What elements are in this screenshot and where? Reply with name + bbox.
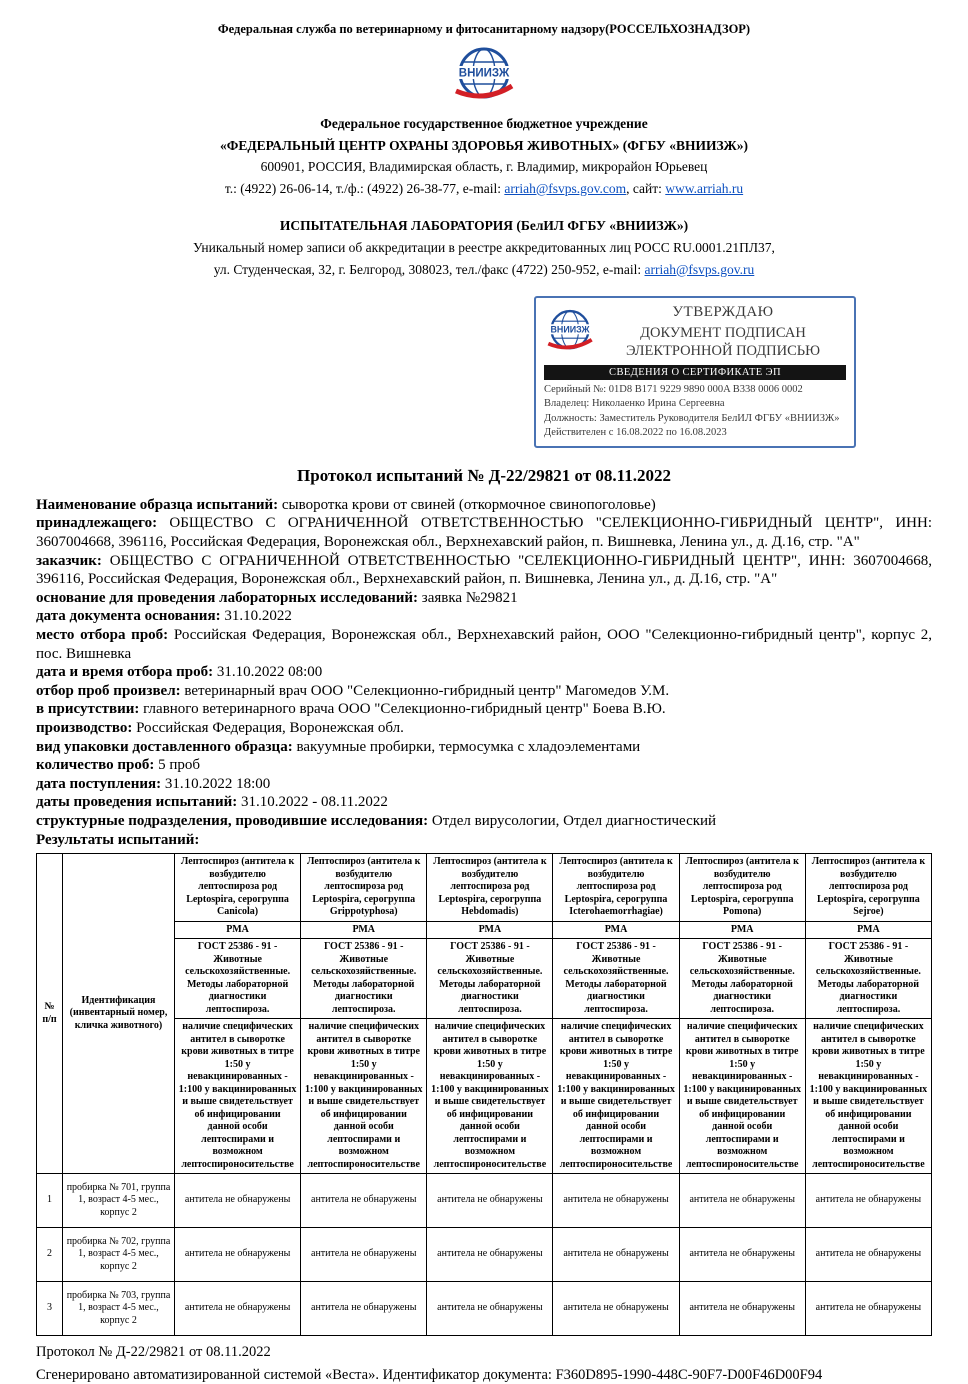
org-address: 600901, РОССИЯ, Владимирская область, г. Владимир, микрорайон Юрьевец [260, 159, 708, 175]
signature-stamp [534, 296, 856, 448]
result-cell: антитела не обнаружены [175, 1228, 301, 1282]
protocol-field: дата и время отбора проб: 31.10.2022 08:00 [36, 664, 323, 681]
result-cell: антитела не обнаружены [301, 1174, 427, 1228]
protocol-field: структурные подразделения, проводившие исследования: Отдел вирусологии, Отдел диагностический [36, 812, 717, 829]
row-number: 1 [37, 1174, 63, 1228]
protocol-field: Наименование образца испытаний: сыворотка крови от свиней (откормочное свинопоголовье) [36, 496, 656, 513]
field-label: место отбора проб: [36, 627, 169, 643]
stamp-vniizh-logo-icon [544, 308, 596, 356]
result-cell: антитела не обнаружены [427, 1228, 553, 1282]
field-label: производство: [36, 719, 133, 736]
field-label: отбор проб произвел: [36, 682, 181, 699]
protocol-field [36, 831, 932, 850]
lab-address [36, 259, 932, 281]
protocol-field: отбор проб произвел: ветеринарный врач ООО "Селекционно-гибридный центр" Магомедов У.М. [36, 682, 670, 699]
sample-id: пробирка № 703, группа 1, возраст 4-5 мес., корпус 2 [63, 1282, 175, 1336]
logo-row [36, 45, 932, 107]
protocol-field: вид упаковки доставленного образца: вакуумные пробирки, термосумка с хладоэлементами [36, 738, 641, 755]
col-header-test: Лептоспироз (антитела к возбудителю лептоспироза род Leptospira, серогруппа Canicola) [175, 854, 301, 922]
field-label: принадлежащего: [36, 515, 158, 532]
col-header-test: Лептоспироз (антитела к возбудителю лептоспироза род Leptospira, серогруппа Icterohaemorrhagiae) [553, 854, 679, 922]
gost-cell: ГОСТ 25386 - 91 - Животные сельскохозяйственные. Методы лабораторной диагностики лептоспироза. [553, 939, 679, 1019]
norm-cell: наличие специфических антител в сыворотке крови животных в титре 1:50 у невакцинированных - 1:100 у вакцинированных и выше свидетельствует об инфицировании данной особи лептоспирами и возможном лептоспироносительстве [427, 1019, 553, 1174]
norm-cell: наличие специфических антител в сыворотке крови животных в титре 1:50 у невакцинированных - 1:100 у вакцинированных и выше свидетельствует об инфицировании данной особи лептоспирами и возможном лептоспироносительстве [301, 1019, 427, 1174]
vniizh-logo-text: ВНИИЗЖ [458, 67, 510, 80]
org-type: Федеральное государственное бюджетное учреждение [320, 116, 648, 131]
gost-cell: ГОСТ 25386 - 91 - Животные сельскохозяйственные. Методы лабораторной диагностики лептоспироза. [679, 939, 805, 1019]
org-contacts-pre: т.: (4922) 26-06-14, т./ф.: (4922) 26-38-77, e-mail: [224, 180, 505, 196]
org-contacts [36, 178, 932, 200]
lab-email-link[interactable]: arriah@fsvps.gov.ru [644, 261, 755, 277]
lab-address-pre: ул. Студенческая, 32, г. Белгород, 308023, тел./факс (4722) 250-952, e-mail: [213, 261, 645, 277]
field-label: основание для проведения лабораторных исследований: [36, 589, 419, 606]
result-cell: антитела не обнаружены [679, 1228, 805, 1282]
field-label: дата документа основания: [36, 608, 221, 625]
method-cell: РМА [427, 921, 553, 939]
stamp-position: Должность: Заместитель Руководителя БелИЛ ФГБУ «ВНИИЗЖ» [544, 412, 840, 424]
method-cell: РМА [301, 921, 427, 939]
row-number: 2 [37, 1228, 63, 1282]
gost-cell: ГОСТ 25386 - 91 - Животные сельскохозяйственные. Методы лабораторной диагностики лептоспироза. [175, 939, 301, 1019]
stamp-validity: Действителен с 16.08.2022 по 16.08.2023 [544, 426, 727, 438]
result-cell: антитела не обнаружены [175, 1282, 301, 1336]
method-cell: РМА [805, 921, 931, 939]
result-cell: антитела не обнаружены [679, 1282, 805, 1336]
field-label: количество проб: [36, 757, 155, 774]
lab-name: ИСПЫТАТЕЛЬНАЯ ЛАБОРАТОРИЯ (БелИЛ ФГБУ «ВНИИЗЖ») [279, 218, 689, 234]
result-cell: антитела не обнаружены [805, 1282, 931, 1336]
norm-cell: наличие специфических антител в сыворотке крови животных в титре 1:50 у невакцинированных - 1:100 у вакцинированных и выше свидетельствует об инфицировании данной особи лептоспирами и возможном лептоспироносительстве [805, 1019, 931, 1174]
gost-cell: ГОСТ 25386 - 91 - Животные сельскохозяйственные. Методы лабораторной диагностики лептоспироза. [805, 939, 931, 1019]
result-row [37, 1282, 932, 1336]
method-cell: РМА [679, 921, 805, 939]
org-contacts-mid: , сайт: [626, 180, 666, 196]
result-cell: антитела не обнаружены [805, 1228, 931, 1282]
protocol-field: принадлежащего: ОБЩЕСТВО С ОГРАНИЧЕННОЙ ОТВЕТСТВЕННОСТЬЮ "СЕЛЕКЦИОННО-ГИБРИДНЫЙ ЦЕНТР", ИНН: 3607004668, 396116, Российская Федерация, Воронежская обл., Верхнехавский район, п. Вишневка, Ленина ул., д. Д.16, стр. "А" [36, 515, 932, 551]
gost-cell: ГОСТ 25386 - 91 - Животные сельскохозяйственные. Методы лабораторной диагностики лептоспироза. [301, 939, 427, 1019]
result-cell: антитела не обнаружены [553, 1282, 679, 1336]
norm-cell: наличие специфических антител в сыворотке крови животных в титре 1:50 у невакцинированных - 1:100 у вакцинированных и выше свидетельствует об инфицировании данной особи лептоспирами и возможном лептоспироносительстве [553, 1019, 679, 1174]
result-row [37, 1174, 932, 1228]
col-header-id: Идентификация (инвентарный номер, кличка животного) [63, 854, 175, 1174]
result-cell: антитела не обнаружены [805, 1174, 931, 1228]
col-header-test: Лептоспироз (антитела к возбудителю лептоспироза род Leptospira, серогруппа Pomona) [679, 854, 805, 922]
field-label: дата и время отбора проб: [36, 664, 214, 681]
result-row [37, 1228, 932, 1282]
field-label: дата поступления: [36, 775, 162, 792]
protocol-field: дата документа основания: 31.10.2022 [36, 608, 292, 625]
footer-protocol-ref: Протокол № Д-22/29821 от 08.11.2022 [36, 1344, 271, 1361]
gost-cell: ГОСТ 25386 - 91 - Животные сельскохозяйственные. Методы лабораторной диагностики лептоспироза. [427, 939, 553, 1019]
result-cell: антитела не обнаружены [679, 1174, 805, 1228]
protocol-field: дата поступления: 31.10.2022 18:00 [36, 775, 271, 792]
norm-cell: наличие специфических антител в сыворотке крови животных в титре 1:50 у невакцинированных - 1:100 у вакцинированных и выше свидетельствует об инфицировании данной особи лептоспирами и возможном лептоспироносительстве [679, 1019, 805, 1174]
lab-accreditation: Уникальный номер записи об аккредитации в реестре аккредитованных лиц РОСС RU.0001.21ПЛ37, [193, 239, 775, 255]
protocol-field: количество проб: 5 проб [36, 757, 201, 774]
field-label: вид упаковки доставленного образца: [36, 738, 293, 755]
norm-cell: наличие специфических антител в сыворотке крови животных в титре 1:50 у невакцинированных - 1:100 у вакцинированных и выше свидетельствует об инфицировании данной особи лептоспирами и возможном лептоспироносительстве [175, 1019, 301, 1174]
stamp-top-row [544, 303, 846, 360]
results-table [36, 853, 932, 1336]
stamp-serial: Серийный №: 01D8 B171 9229 9890 000A B338 0006 0002 [544, 384, 803, 396]
stamp-titles [600, 303, 846, 360]
stamp-owner: Владелец: Николаенко Ирина Сергеевна [544, 398, 725, 410]
protocol-field: основание для проведения лабораторных исследований: заявка №29821 [36, 589, 518, 606]
field-label: Наименование образца испытаний: [36, 496, 279, 513]
org-email-link[interactable]: arriah@fsvps.gov.com [504, 180, 627, 196]
stamp-approve-label: УТВЕРЖДАЮ [672, 304, 774, 321]
stamp-signed-line1: ДОКУМЕНТ ПОДПИСАН [640, 324, 806, 341]
protocol-field: место отбора проб: Российская Федерация, Воронежская обл., Верхнехавский район, ООО "Селекционно-гибридный центр", корпус 2, пос. Вишневка [36, 627, 932, 662]
result-cell: антитела не обнаружены [301, 1228, 427, 1282]
stamp-signed-line2: ЭЛЕКТРОННОЙ ПОДПИСЬЮ [625, 343, 821, 360]
col-header-test: Лептоспироз (антитела к возбудителю лептоспироза род Leptospira, серогруппа Hebdomadis) [427, 854, 553, 922]
field-label: Результаты испытаний: [36, 831, 200, 848]
org-site-link[interactable]: www.arriah.ru [665, 180, 744, 196]
stamp-cert-bar: СВЕДЕНИЯ О СЕРТИФИКАТЕ ЭП [544, 365, 846, 380]
agency-header: Федеральная служба по ветеринарному и фитосанитарному надзору(РОССЕЛЬХОЗНАДЗОР) [217, 22, 751, 36]
result-cell: антитела не обнаружены [175, 1174, 301, 1228]
sample-id: пробирка № 701, группа 1, возраст 4-5 мес., корпус 2 [63, 1174, 175, 1228]
method-cell: РМА [553, 921, 679, 939]
sample-id: пробирка № 702, группа 1, возраст 4-5 мес., корпус 2 [63, 1228, 175, 1282]
field-label: в присутствии: [36, 701, 140, 718]
field-label: структурные подразделения, проводившие исследования: [36, 812, 429, 829]
result-cell: антитела не обнаружены [553, 1174, 679, 1228]
protocol-field: производство: Российская Федерация, Воронежская обл. [36, 719, 404, 736]
result-cell: антитела не обнаружены [427, 1174, 553, 1228]
protocol-title: Протокол испытаний № Д-22/29821 от 08.11.2022 [297, 465, 671, 485]
col-header-test: Лептоспироз (антитела к возбудителю лептоспироза род Leptospira, серогруппа Grippotyphosa) [301, 854, 427, 922]
org-name: «ФЕДЕРАЛЬНЫЙ ЦЕНТР ОХРАНЫ ЗДОРОВЬЯ ЖИВОТНЫХ» (ФГБУ «ВНИИЗЖ») [219, 137, 749, 153]
protocol-fields [36, 496, 932, 849]
results-table-body [37, 854, 932, 1336]
protocol-field: в присутствии: главного ветеринарного врача ООО "Селекционно-гибридный центр" Боева В.Ю. [36, 701, 666, 718]
vniizh-logo-icon [451, 45, 517, 107]
footer-generated: Сгенерировано автоматизированной системой «Веста». Идентификатор документа: F360D895-1990-448C-90F7-D00F46D00F94 [36, 1367, 823, 1384]
result-cell: антитела не обнаружены [301, 1282, 427, 1336]
protocol-field: заказчик: ОБЩЕСТВО С ОГРАНИЧЕННОЙ ОТВЕТСТВЕННОСТЬЮ "СЕЛЕКЦИОННО-ГИБРИДНЫЙ ЦЕНТР", ИНН: 3607004668, 396116, Российская Федерация, Воронежская обл., Верхнехавский район, п. Вишневка, Ленина ул., д. Д.16, стр. "А" [36, 552, 932, 588]
stamp-vniizh-logo-text: ВНИИЗЖ [550, 324, 590, 335]
col-header-test: Лептоспироз (антитела к возбудителю лептоспироза род Leptospira, серогруппа Sejroe) [805, 854, 931, 922]
result-cell: антитела не обнаружены [427, 1282, 553, 1336]
result-cell: антитела не обнаружены [553, 1228, 679, 1282]
row-number: 3 [37, 1282, 63, 1336]
field-label: даты проведения испытаний: [36, 794, 238, 811]
col-header-num: № п/п [37, 854, 63, 1174]
method-cell: РМА [175, 921, 301, 939]
stamp-cert-details [544, 383, 846, 440]
field-label: заказчик: [36, 552, 102, 569]
protocol-field: даты проведения испытаний: 31.10.2022 - 08.11.2022 [36, 794, 388, 811]
